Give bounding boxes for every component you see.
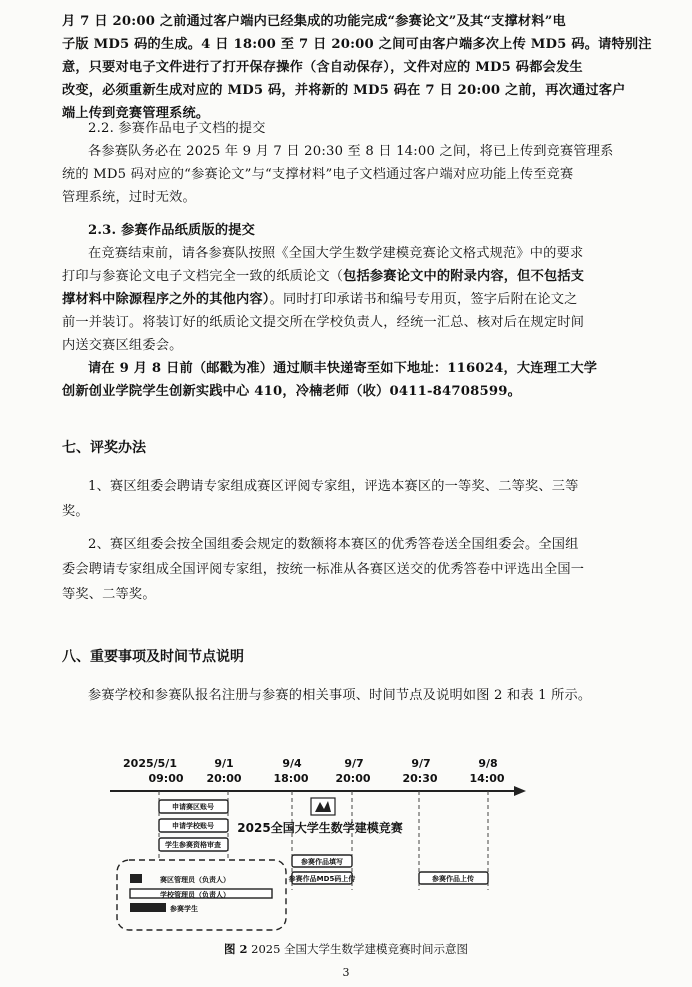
text-normal: 。同时打印承诺书和编号专用页，签字后附在论文之 <box>269 292 578 307</box>
timeline-time: 14:00 <box>469 772 505 785</box>
text-line: 委会聘请专家组成全国评阅专家组，按统一标准从各赛区送交的优秀答卷中评选出全国一 <box>62 562 585 577</box>
milestone-label: 参赛作品MD5码上传 <box>288 875 356 883</box>
page-number: 3 <box>342 966 350 979</box>
text-line: 1、赛区组委会聘请专家组成赛区评阅专家组，评选本赛区的一等奖、二等奖、三等 <box>88 479 579 494</box>
legend-label: 参赛学生 <box>170 905 198 913</box>
text-line: 端上传到竞赛管理系统。 <box>62 106 210 121</box>
legend-swatch <box>130 903 166 912</box>
timeline-time: 18:00 <box>273 772 309 785</box>
timeline-date: 9/7 <box>411 757 431 770</box>
text-line: 意，只要对电子文件进行了打开保存操作（含自动保存），文件对应的 MD5 码都会发生 <box>62 60 583 75</box>
milestone-label: 学生参赛资格审查 <box>165 841 221 849</box>
text-bold: 包括参赛论文中的附录内容，但不包括支 <box>343 269 585 284</box>
text-bold: 撑材料中除源程序之外的其他内容） <box>62 292 270 307</box>
text-line: 改变，必须重新生成对应的 MD5 码，并将新的 MD5 码在 7 日 20:00 之前，再次通过客户 <box>62 83 626 98</box>
text-line: 子版 MD5 码的生成。4 日 18:00 至 7 日 20:00 之间可由客户端多次上传 MD5 码。请特别注 <box>62 37 652 52</box>
contest-title: 2025全国大学生数学建模竞赛 <box>237 821 403 835</box>
timeline-time: 20:00 <box>206 772 242 785</box>
mailing-address-line: 创新创业学院学生创新实践中心 410，冷楠老师（收）0411-84708599。 <box>62 384 522 399</box>
timeline-date: 9/1 <box>214 757 234 770</box>
text-normal: 打印与参赛论文电子文档完全一致的纸质论文（ <box>62 269 344 284</box>
text-line: 等奖、二等奖。 <box>62 587 156 602</box>
text-line: 参赛学校和参赛队报名注册与参赛的相关事项、时间节点及说明如图 2 和表 1 所示。 <box>88 688 592 703</box>
milestone-label: 参赛作品填写 <box>301 858 343 866</box>
timeline-time: 20:30 <box>402 772 438 785</box>
text-line: 管理系统，过时无效。 <box>62 190 196 205</box>
milestone-label: 申请学校账号 <box>172 822 214 830</box>
timeline-date: 2025/5/1 <box>123 757 177 770</box>
text-line: 月 7 日 20:00 之前通过客户端内已经集成的功能完成“参赛论文”及其“支撑材料”电 <box>62 14 566 29</box>
text-line: 奖。 <box>62 504 89 519</box>
text-line: 前一并装订。将装订好的纸质论文提交所在学校负责人，经统一汇总、核对后在规定时间 <box>62 315 585 330</box>
contest-logo <box>311 798 335 815</box>
text-line: 在竞赛结束前，请各参赛队按照《全国大学生数学建模竞赛论文格式规范》中的要求 <box>88 246 584 261</box>
figure-caption-text: 2025 全国大学生数学建模竞赛时间示意图 <box>251 942 469 956</box>
text-line: 各参赛队务必在 2025 年 9 月 7 日 20:30 至 8 日 14:00 之间，将已上传到竞赛管理系 <box>88 144 614 159</box>
section-heading: 2.3. 参赛作品纸质版的提交 <box>88 223 255 238</box>
text-line: 内送交赛区组委会。 <box>62 338 183 353</box>
timeline-date: 9/7 <box>344 757 364 770</box>
timeline-date: 9/8 <box>478 757 498 770</box>
timeline-arrowhead <box>514 786 526 796</box>
timeline-date: 9/4 <box>282 757 302 770</box>
section-8-heading: 八、重要事项及时间节点说明 <box>62 649 244 665</box>
mailing-address-line: 请在 9 月 8 日前（邮戳为准）通过顺丰快递寄至如下地址：116024，大连理工大学 <box>88 361 598 376</box>
timeline-time: 20:00 <box>335 772 371 785</box>
legend-swatch <box>130 874 142 883</box>
legend-label: 赛区管理员（负责人） <box>160 876 230 884</box>
milestone-label: 参赛作品上传 <box>432 875 474 883</box>
figure-label: 图 2 <box>223 942 248 956</box>
figure-caption <box>0 941 692 957</box>
text-line: 统的 MD5 码对应的“参赛论文”与“支撑材料”电子文档通过客户端对应功能上传至竞赛 <box>62 167 574 182</box>
text-line: 2、赛区组委会按全国组委会规定的数额将本赛区的优秀答卷送全国组委会。全国组 <box>88 537 579 552</box>
milestone-label: 申请赛区账号 <box>172 803 214 811</box>
section-7-heading: 七、评奖办法 <box>62 440 146 456</box>
timeline-time: 09:00 <box>148 772 184 785</box>
legend-label: 学校管理员（负责人） <box>160 891 230 899</box>
section-heading: 2.2. 参赛作品电子文档的提交 <box>88 121 266 136</box>
